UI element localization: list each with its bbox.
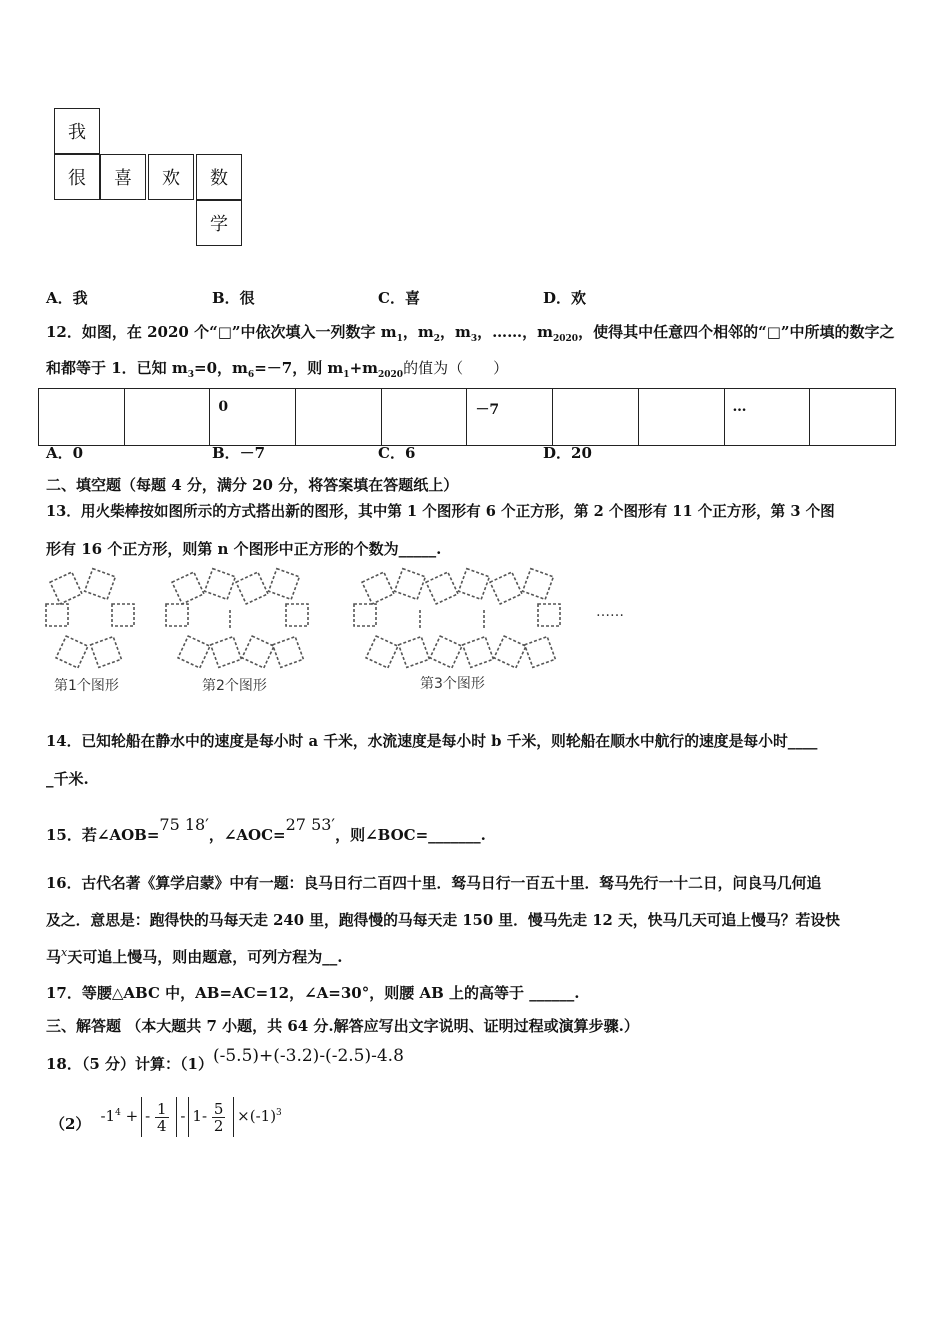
net-cell: 很 — [54, 154, 100, 200]
q14-line2: _千米. — [46, 770, 89, 788]
sequence-cell — [810, 389, 896, 446]
q12-option-c: C．6 — [378, 444, 416, 462]
q16-line2: 及之．意思是：跑得快的马每天走 240 里，跑得慢的马每天走 150 里．慢马先走 12 天，快马几天可追上慢马？若设快 — [46, 912, 840, 929]
q11-option-c: C．喜 — [378, 289, 420, 307]
figure-1-label: 第1个图形 — [54, 678, 119, 694]
q12-line2: 和都等于 1．已知 $m_3=0$，$m_6=-7$，则 $m_1+m_{2020}$的值为（ ） — [46, 359, 509, 380]
section3-title: 三、解答题 （本大题共 7 小题，共 64 分.解答应写出文字说明、证明过程或演算步骤.） — [46, 1017, 639, 1035]
sequence-cell — [553, 389, 639, 446]
figure-2-label: 第2个图形 — [202, 678, 267, 694]
net-cell: 数 — [196, 154, 242, 200]
section2-title: 二、填空题（每题 4 分，满分 20 分，将答案填在答题纸上） — [46, 476, 459, 494]
sequence-table — [38, 388, 896, 446]
q11-option-a: A．我 — [46, 289, 88, 307]
q15-line: 15．若∠AOB=75 18′，∠AOC=27 53′，则∠BOC=_______. — [46, 815, 486, 844]
figure-ellipsis: …… — [596, 604, 624, 620]
q11-option-b: B．很 — [212, 289, 255, 307]
q13-line2: 形有 16 个正方形，则第 n 个图形中正方形的个数为_____. — [46, 540, 442, 558]
q11-option-d: D．欢 — [543, 289, 587, 307]
sequence-cell — [296, 389, 382, 446]
q12-option-d: D．20 — [543, 444, 592, 462]
q17-line: 17．等腰△ABC 中，AB=AC=12，∠A=30°，则腰 AB 上的高等于 ______. — [46, 984, 580, 1002]
sequence-cell — [39, 389, 125, 446]
angle-aob-value: 75 18′ — [159, 815, 209, 834]
sequence-cell: －7 — [467, 389, 553, 446]
q16-line1: 16．古代名著《算学启蒙》中有一题：良马日行二百四十里．驽马日行一百五十里．驽马先行一十二日，问良马几何追 — [46, 875, 822, 892]
q18-expression-1: (-5.5)+(-3.2)-(-2.5)-4.8 — [212, 1046, 404, 1066]
sequence-cell — [638, 389, 724, 446]
angle-aoc-value: 27 53′ — [285, 815, 336, 834]
q18-part2: （2） $-1^4$ + - $\frac{1}{4}$ - 1- $\frac{5}{2}$ $\times(-1)^3$ — [50, 1098, 282, 1148]
q12-option-a: A．0 — [46, 444, 84, 462]
q13-line1: 13．用火柴棒按如图所示的方式搭出新的图形，其中第 1 个图形有 6 个正方形，第 2 个图形有 11 个正方形，第 3 个图 — [46, 503, 835, 520]
sequence-cell: 0 — [210, 389, 296, 446]
matchstick-figure — [40, 566, 640, 696]
figure-3-label: 第3个图形 — [420, 676, 485, 692]
q16-line3: 马$^x$天可追上慢马，则由题意，可列方程为__. — [46, 946, 343, 966]
q18-expression-2: $-1^4$ + - $\frac{1}{4}$ - 1- $\frac{5}{2}$ $\times(-1)^3$ — [100, 1097, 281, 1137]
figure-3 — [354, 569, 560, 668]
net-cell: 学 — [196, 200, 242, 246]
net-cell: 喜 — [100, 154, 146, 200]
net-cell: 欢 — [148, 154, 194, 200]
q14-line1: 14．已知轮船在静水中的速度是每小时 a 千米，水流速度是每小时 b 千米，则轮船在顺水中航行的速度是每小时____ — [46, 733, 818, 750]
net-cell: 我 — [54, 108, 100, 154]
sequence-cell: … — [724, 389, 810, 446]
q12-line1: 12．如图，在 2020 个“□”中依次填入一列数字 $m_1$，$m_2$，$m_3$，……，$m_{2020}$，使得其中任意四个相邻的“□”中所填的数字之 — [46, 323, 895, 344]
sequence-cell — [381, 389, 467, 446]
sequence-cell — [124, 389, 210, 446]
q18-line1: 18．（5 分）计算：（1）(-5.5)+(-3.2)-(-2.5)-4.8 — [46, 1046, 404, 1073]
figure-2 — [166, 569, 308, 668]
q12-option-b: B．－7 — [212, 444, 266, 462]
figure-1 — [46, 569, 134, 668]
